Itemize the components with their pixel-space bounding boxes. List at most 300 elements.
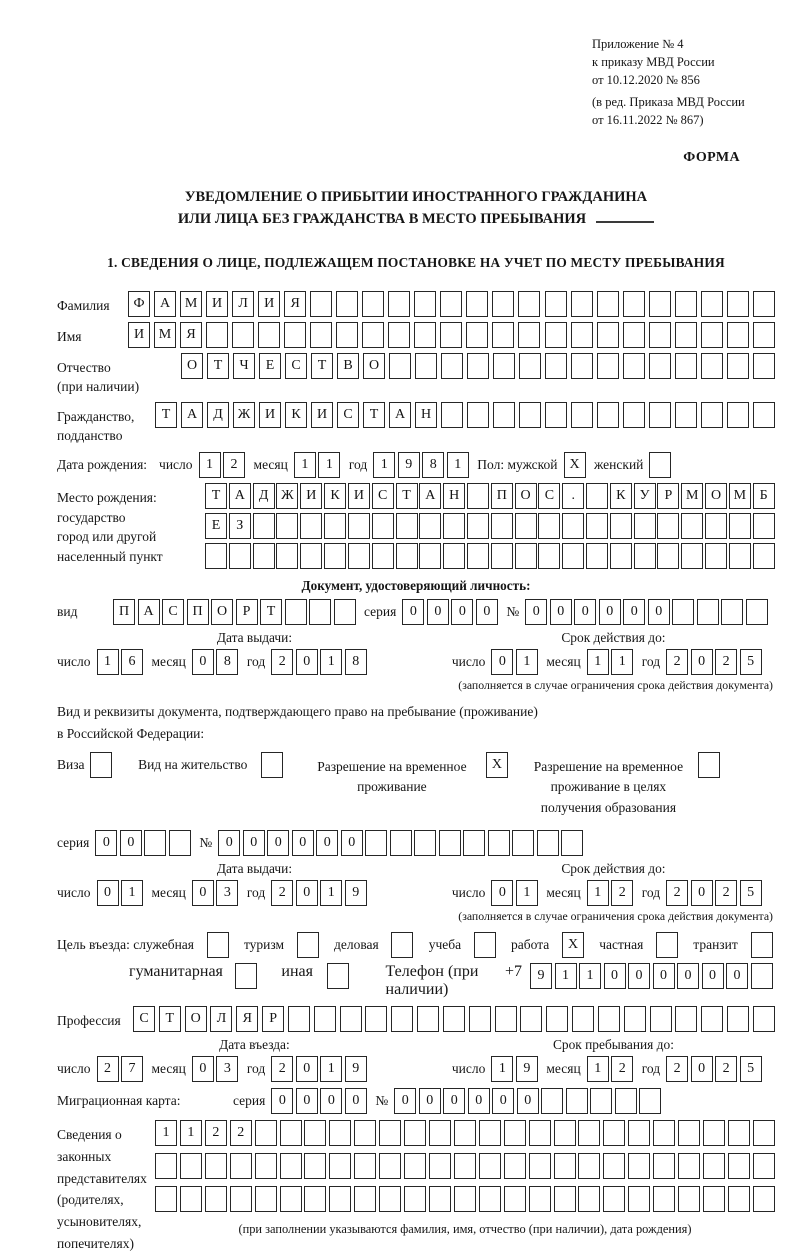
char-box[interactable] [537,830,559,856]
char-box[interactable]: 8 [422,452,444,478]
char-box[interactable]: 0 [451,599,473,625]
char-box[interactable]: 2 [223,452,245,478]
char-box[interactable] [329,1186,351,1212]
char-box[interactable] [753,291,775,317]
char-box[interactable]: И [206,291,228,317]
char-box[interactable] [429,1186,451,1212]
char-box[interactable]: В [337,353,359,379]
char-box[interactable]: 0 [296,880,318,906]
char-box[interactable] [653,1120,675,1146]
char-box[interactable]: 5 [740,1056,762,1082]
char-box[interactable]: 0 [192,880,214,906]
char-box[interactable] [545,322,567,348]
char-box[interactable] [348,513,370,539]
residence-series-input[interactable] [95,830,193,856]
char-box[interactable] [624,1006,646,1032]
identity-issue-month-input[interactable] [192,649,241,675]
birth-month-input[interactable] [294,452,343,478]
char-box[interactable] [518,291,540,317]
char-box[interactable] [650,1006,672,1032]
char-box[interactable] [657,513,679,539]
char-box[interactable]: 6 [121,649,143,675]
char-box[interactable] [701,322,723,348]
checkbox[interactable]: X [562,932,584,958]
char-box[interactable]: 0 [427,599,449,625]
char-box[interactable] [519,353,541,379]
char-box[interactable] [727,353,749,379]
char-box[interactable] [538,513,560,539]
char-box[interactable] [155,1186,177,1212]
char-box[interactable]: 0 [604,963,626,989]
char-box[interactable] [701,402,723,428]
char-box[interactable]: 0 [691,649,713,675]
char-box[interactable] [280,1186,302,1212]
sex-male-checkbox[interactable] [564,452,589,478]
checkbox[interactable] [261,752,283,778]
char-box[interactable]: А [419,483,441,509]
char-box[interactable]: 0 [316,830,338,856]
char-box[interactable] [545,291,567,317]
char-box[interactable] [649,402,671,428]
char-box[interactable]: 0 [476,599,498,625]
char-box[interactable] [417,1006,439,1032]
char-box[interactable]: 0 [628,963,650,989]
char-box[interactable] [454,1153,476,1179]
char-box[interactable]: Е [205,513,227,539]
char-box[interactable]: 7 [121,1056,143,1082]
char-box[interactable] [571,322,593,348]
sex-female-checkbox[interactable] [649,452,674,478]
char-box[interactable]: 1 [199,452,221,478]
char-box[interactable] [155,1153,177,1179]
entry-day-input[interactable] [97,1056,146,1082]
char-box[interactable] [329,1153,351,1179]
purpose-humanitarian-checkbox[interactable] [235,963,260,989]
char-box[interactable] [379,1153,401,1179]
char-box[interactable]: И [258,291,280,317]
char-box[interactable] [541,1088,563,1114]
checkbox[interactable]: X [564,452,586,478]
char-box[interactable] [515,543,537,569]
char-box[interactable] [727,322,749,348]
char-box[interactable]: А [181,402,203,428]
char-box[interactable] [309,599,331,625]
char-box[interactable]: Р [262,1006,284,1032]
char-box[interactable] [615,1088,637,1114]
char-box[interactable]: 0 [218,830,240,856]
char-box[interactable]: 0 [468,1088,490,1114]
char-box[interactable] [255,1153,277,1179]
char-box[interactable]: 1 [611,649,633,675]
patronymic-input[interactable] [181,353,775,379]
char-box[interactable] [578,1120,600,1146]
birth-year-input[interactable] [373,452,471,478]
char-box[interactable] [324,543,346,569]
char-box[interactable] [329,1120,351,1146]
char-box[interactable] [284,322,306,348]
char-box[interactable]: К [610,483,632,509]
char-box[interactable] [586,543,608,569]
char-box[interactable] [493,353,515,379]
char-box[interactable] [469,1006,491,1032]
char-box[interactable] [628,1120,650,1146]
char-box[interactable] [324,513,346,539]
char-box[interactable] [467,402,489,428]
char-box[interactable] [753,353,775,379]
char-box[interactable]: 0 [702,963,724,989]
birth-place-line2-input[interactable] [205,513,775,539]
char-box[interactable] [649,353,671,379]
char-box[interactable] [404,1186,426,1212]
checkbox[interactable] [698,752,720,778]
char-box[interactable] [310,322,332,348]
char-box[interactable]: 1 [155,1120,177,1146]
char-box[interactable]: О [363,353,385,379]
char-box[interactable]: Т [311,353,333,379]
residence-valid-month-input[interactable] [587,880,636,906]
identity-valid-year-input[interactable] [666,649,764,675]
char-box[interactable] [639,1088,661,1114]
char-box[interactable]: 2 [271,649,293,675]
char-box[interactable] [705,513,727,539]
char-box[interactable]: 8 [216,649,238,675]
char-box[interactable] [419,543,441,569]
char-box[interactable] [504,1153,526,1179]
representatives-line3-input[interactable] [155,1186,775,1212]
identity-issue-year-input[interactable] [271,649,369,675]
char-box[interactable]: 1 [318,452,340,478]
char-box[interactable] [230,1153,252,1179]
char-box[interactable]: 3 [216,880,238,906]
char-box[interactable] [379,1120,401,1146]
char-box[interactable] [504,1120,526,1146]
char-box[interactable] [288,1006,310,1032]
char-box[interactable]: 9 [398,452,420,478]
char-box[interactable]: 1 [320,880,342,906]
char-box[interactable] [463,830,485,856]
char-box[interactable] [753,513,775,539]
char-box[interactable] [701,1006,723,1032]
birth-place-line1-input[interactable] [205,483,775,509]
char-box[interactable] [546,1006,568,1032]
char-box[interactable]: С [162,599,184,625]
char-box[interactable]: Л [232,291,254,317]
char-box[interactable]: 0 [443,1088,465,1114]
char-box[interactable]: 0 [95,830,117,856]
char-box[interactable] [586,513,608,539]
char-box[interactable] [753,1153,775,1179]
char-box[interactable] [554,1120,576,1146]
identity-doc-kind-input[interactable] [113,599,358,625]
char-box[interactable]: Е [259,353,281,379]
checkbox[interactable] [751,932,773,958]
char-box[interactable] [276,513,298,539]
char-box[interactable] [388,322,410,348]
char-box[interactable] [365,830,387,856]
char-box[interactable] [280,1120,302,1146]
char-box[interactable] [466,291,488,317]
char-box[interactable]: 1 [491,1056,513,1082]
char-box[interactable] [729,543,751,569]
char-box[interactable]: 0 [648,599,670,625]
char-box[interactable]: 2 [611,880,633,906]
char-box[interactable] [388,291,410,317]
char-box[interactable] [404,1120,426,1146]
char-box[interactable] [751,963,773,989]
stay-day-input[interactable] [491,1056,540,1082]
char-box[interactable]: Я [180,322,202,348]
char-box[interactable]: 9 [345,880,367,906]
char-box[interactable] [681,543,703,569]
char-box[interactable]: З [229,513,251,539]
char-box[interactable]: О [211,599,233,625]
char-box[interactable]: Н [415,402,437,428]
char-box[interactable]: 2 [666,880,688,906]
char-box[interactable] [454,1120,476,1146]
char-box[interactable]: 1 [555,963,577,989]
char-box[interactable]: М [154,322,176,348]
char-box[interactable]: И [311,402,333,428]
char-box[interactable]: 0 [296,1088,318,1114]
char-box[interactable] [628,1186,650,1212]
char-box[interactable]: С [337,402,359,428]
char-box[interactable]: 0 [677,963,699,989]
char-box[interactable] [354,1120,376,1146]
char-box[interactable]: Т [205,483,227,509]
char-box[interactable]: Ф [128,291,150,317]
char-box[interactable]: 0 [320,1088,342,1114]
char-box[interactable] [429,1153,451,1179]
char-box[interactable] [753,1186,775,1212]
char-box[interactable]: 5 [740,880,762,906]
char-box[interactable]: 1 [121,880,143,906]
char-box[interactable]: 0 [292,830,314,856]
char-box[interactable]: И [348,483,370,509]
char-box[interactable]: 0 [267,830,289,856]
checkbox[interactable] [207,932,229,958]
purpose-other-checkbox[interactable] [327,963,352,989]
char-box[interactable] [571,291,593,317]
char-box[interactable] [443,543,465,569]
char-box[interactable] [597,402,619,428]
char-box[interactable] [253,543,275,569]
char-box[interactable]: О [181,353,203,379]
char-box[interactable] [336,322,358,348]
char-box[interactable] [443,1006,465,1032]
char-box[interactable]: 0 [296,649,318,675]
char-box[interactable]: 3 [216,1056,238,1082]
char-box[interactable] [634,543,656,569]
char-box[interactable] [519,402,541,428]
char-box[interactable]: 1 [587,880,609,906]
char-box[interactable] [672,599,694,625]
char-box[interactable] [304,1120,326,1146]
char-box[interactable] [492,322,514,348]
char-box[interactable] [597,353,619,379]
checkbox[interactable] [656,932,678,958]
char-box[interactable]: М [180,291,202,317]
citizenship-input[interactable] [155,402,775,428]
char-box[interactable] [304,1153,326,1179]
char-box[interactable] [439,830,461,856]
char-box[interactable] [443,513,465,539]
char-box[interactable] [701,353,723,379]
purpose-private-checkbox[interactable] [656,932,681,958]
residence-issue-year-input[interactable] [271,880,369,906]
char-box[interactable]: 0 [271,1088,293,1114]
char-box[interactable]: Т [396,483,418,509]
char-box[interactable] [512,830,534,856]
char-box[interactable] [603,1153,625,1179]
char-box[interactable] [467,513,489,539]
char-box[interactable]: 1 [373,452,395,478]
char-box[interactable] [678,1153,700,1179]
char-box[interactable]: О [515,483,537,509]
char-box[interactable]: Д [207,402,229,428]
char-box[interactable]: А [389,402,411,428]
char-box[interactable] [285,599,307,625]
char-box[interactable]: Ж [276,483,298,509]
char-box[interactable]: 1 [294,452,316,478]
char-box[interactable]: 0 [691,880,713,906]
char-box[interactable] [653,1153,675,1179]
char-box[interactable] [628,1153,650,1179]
char-box[interactable]: 0 [525,599,547,625]
char-box[interactable] [703,1186,725,1212]
char-box[interactable] [419,513,441,539]
char-box[interactable] [703,1153,725,1179]
identity-issue-day-input[interactable] [97,649,146,675]
given-name-input[interactable] [128,322,775,348]
identity-valid-day-input[interactable] [491,649,540,675]
char-box[interactable] [389,353,411,379]
char-box[interactable] [578,1153,600,1179]
surname-input[interactable] [128,291,775,317]
checkbox[interactable] [649,452,671,478]
char-box[interactable] [479,1120,501,1146]
char-box[interactable]: А [138,599,160,625]
char-box[interactable] [229,543,251,569]
purpose-official-checkbox[interactable] [207,932,232,958]
char-box[interactable] [491,513,513,539]
birth-place-line3-input[interactable] [205,543,775,569]
char-box[interactable] [681,513,703,539]
identity-valid-month-input[interactable] [587,649,636,675]
char-box[interactable]: 2 [666,649,688,675]
char-box[interactable]: П [113,599,135,625]
purpose-study-checkbox[interactable] [474,932,499,958]
char-box[interactable] [440,322,462,348]
char-box[interactable] [634,513,656,539]
char-box[interactable]: Т [207,353,229,379]
residence-permit-checkbox[interactable] [261,752,286,778]
char-box[interactable] [545,402,567,428]
char-box[interactable] [205,1153,227,1179]
char-box[interactable]: У [634,483,656,509]
char-box[interactable] [441,353,463,379]
checkbox[interactable] [391,932,413,958]
char-box[interactable]: Ж [233,402,255,428]
char-box[interactable] [414,322,436,348]
char-box[interactable]: О [705,483,727,509]
char-box[interactable]: И [128,322,150,348]
checkbox[interactable] [474,932,496,958]
char-box[interactable]: Т [260,599,282,625]
char-box[interactable]: А [229,483,251,509]
char-box[interactable]: 0 [419,1088,441,1114]
char-box[interactable]: Д [253,483,275,509]
migration-card-number-input[interactable] [394,1088,664,1114]
char-box[interactable] [230,1186,252,1212]
char-box[interactable] [603,1120,625,1146]
residence-issue-month-input[interactable] [192,880,241,906]
profession-input[interactable] [133,1006,775,1032]
identity-doc-number-input[interactable] [525,599,770,625]
purpose-tourism-checkbox[interactable] [297,932,322,958]
char-box[interactable]: 0 [192,649,214,675]
char-box[interactable] [578,1186,600,1212]
char-box[interactable] [454,1186,476,1212]
char-box[interactable] [653,1186,675,1212]
char-box[interactable] [205,1186,227,1212]
char-box[interactable] [414,291,436,317]
char-box[interactable]: О [185,1006,207,1032]
char-box[interactable]: Р [657,483,679,509]
char-box[interactable] [753,1006,775,1032]
birth-day-input[interactable] [199,452,248,478]
char-box[interactable]: М [681,483,703,509]
checkbox[interactable]: X [486,752,508,778]
char-box[interactable]: С [285,353,307,379]
char-box[interactable]: 0 [97,880,119,906]
char-box[interactable]: К [285,402,307,428]
char-box[interactable]: 1 [97,649,119,675]
char-box[interactable] [678,1186,700,1212]
char-box[interactable] [729,513,751,539]
char-box[interactable] [703,1120,725,1146]
checkbox[interactable] [90,752,112,778]
identity-doc-series-input[interactable] [402,599,500,625]
char-box[interactable]: 0 [550,599,572,625]
char-box[interactable]: А [154,291,176,317]
char-box[interactable]: 0 [296,1056,318,1082]
char-box[interactable] [529,1120,551,1146]
char-box[interactable]: 2 [271,1056,293,1082]
char-box[interactable] [571,353,593,379]
char-box[interactable] [705,543,727,569]
visa-checkbox[interactable] [90,752,115,778]
char-box[interactable] [334,599,356,625]
char-box[interactable] [479,1153,501,1179]
char-box[interactable]: С [133,1006,155,1032]
residence-valid-year-input[interactable] [666,880,764,906]
char-box[interactable] [586,483,608,509]
char-box[interactable] [304,1186,326,1212]
char-box[interactable] [571,402,593,428]
char-box[interactable]: 2 [97,1056,119,1082]
char-box[interactable] [206,322,228,348]
char-box[interactable] [529,1153,551,1179]
char-box[interactable] [610,513,632,539]
char-box[interactable] [675,402,697,428]
char-box[interactable] [746,599,768,625]
char-box[interactable]: 0 [394,1088,416,1114]
representatives-line2-input[interactable] [155,1153,775,1179]
char-box[interactable] [721,599,743,625]
char-box[interactable]: 9 [530,963,552,989]
char-box[interactable] [561,830,583,856]
char-box[interactable] [255,1186,277,1212]
